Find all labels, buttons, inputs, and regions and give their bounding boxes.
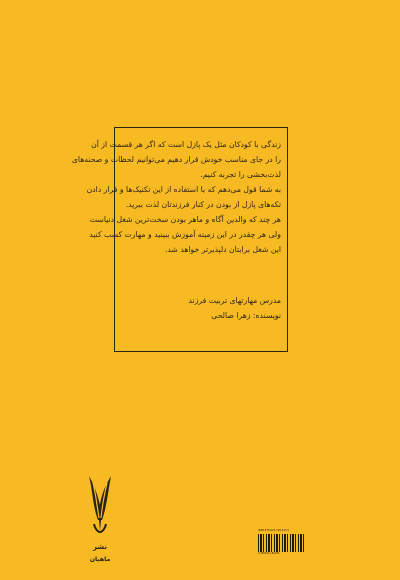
blurb-line: را در جای مناسب خودش قرار دهیم می‌توانیم لحظات و صحنه‌های xyxy=(71,155,281,164)
blurb-line: هر چند که والدین آگاه و ماهر بودن سخت‌ترین شغل دنیاست xyxy=(89,215,281,224)
quill-pen-icon xyxy=(89,476,111,532)
barcode xyxy=(258,529,304,558)
barcode-bars xyxy=(258,534,304,552)
blurb-line: ولی هر چقدر در این زمینه آموزش ببینید و مهارت کسب کنید xyxy=(89,230,281,239)
blurb-line: لذت‌بخشی را تجربه کنیم. xyxy=(200,170,281,179)
barcode-numbers: 9 786223 182195 xyxy=(258,552,280,555)
blurb-line: زندگی با کودکان مثل یک پازل است که اگر هر قسمت از آن xyxy=(91,140,281,149)
logo-name: ماهیان xyxy=(89,556,111,563)
author-role: مدرس مهارتهای تربیت فرزند xyxy=(188,296,281,305)
blurb-line: تکه‌های پازل از بودن در کنار فرزندتان لذت ببرید. xyxy=(125,200,281,209)
author-credits xyxy=(122,293,281,323)
publisher-logo xyxy=(86,475,114,565)
isbn-text: ISBN:978-622-318-219-5 xyxy=(258,529,290,532)
blurb-line: این شغل برایتان دلپذیرتر خواهد شد. xyxy=(164,245,281,254)
author-name: نویسنده: زهرا صالحی xyxy=(211,311,281,320)
logo-label: نشر xyxy=(92,543,108,551)
blurb-line: به شما قول می‌دهم که با استفاده از این تکنیک‌ها و قرار دادن xyxy=(86,185,281,194)
blurb-text xyxy=(71,137,281,257)
